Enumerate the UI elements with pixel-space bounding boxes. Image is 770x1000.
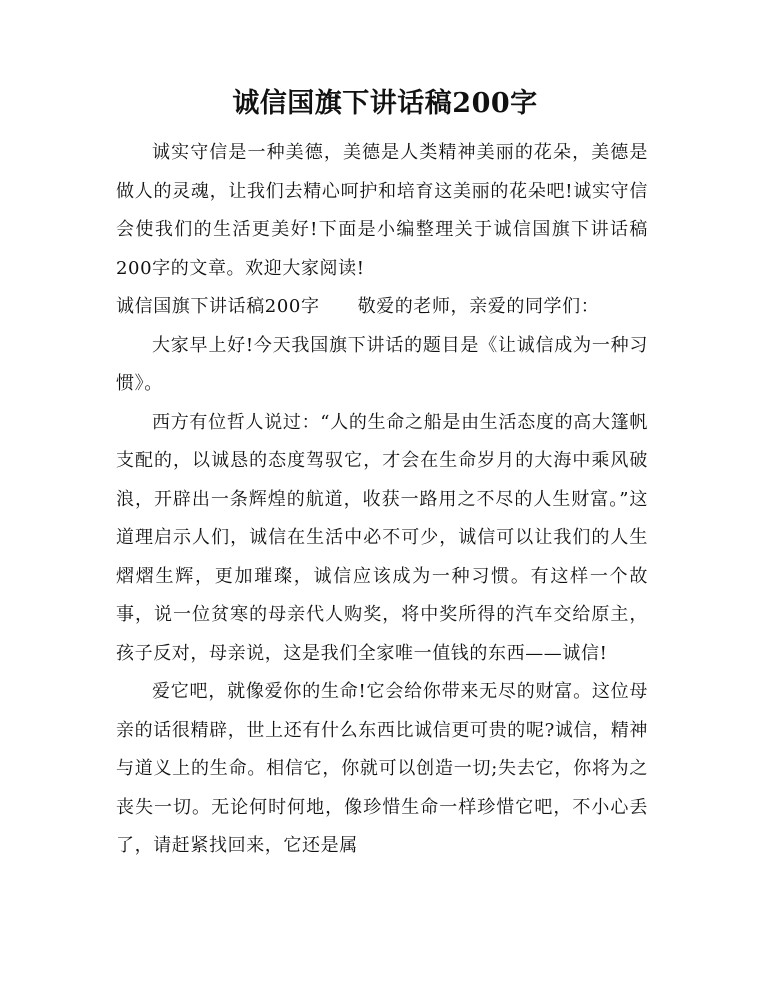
- paragraph-subheading: [116, 288, 648, 327]
- paragraph-cherish: 爱它吧，就像爱你的生命!它会给你带来无尽的财富。这位母亲的话很精辟，世上还有什么东西比诚信更可贵的呢?诚信，精神与道义上的生命。相信它，你就可以创造一切;失去它，你将为之丧失一切。无论何时何地，像珍惜生命一样珍惜它吧，不小心丢了，请赶紧找回来，它还是属: [116, 681, 648, 856]
- paragraph-greeting: 大家早上好!今天我国旗下讲话的题目是《让诚信成为一种习惯》。: [116, 334, 648, 394]
- paragraph-philosopher: 西方有位哲人说过：“人的生命之船是由生活态度的高大篷帆支配的，以诚恳的态度驾驭它，才会在生命岁月的大海中乘风破浪，开辟出一条辉煌的航道，收获一路用之不尽的人生财富。”这道理启示人们，诚信在生活中必不可少，诚信可以让我们的人生熠熠生辉，更加璀璨，诚信应该成为一种习惯。有这样一个故事，说一位贫寒的母亲代人购奖，将中奖所得的汽车交给原主，孩子反对，母亲说，这是我们全家唯一值钱的东西——诚信!: [116, 411, 648, 664]
- document-title: 诚信国旗下讲话稿200字: [232, 88, 538, 119]
- salutation-text: 敬爱的老师，亲爱的同学们：: [357, 296, 600, 317]
- subheading-text: 诚信国旗下讲话稿200字: [116, 296, 320, 317]
- document-body: [116, 134, 648, 866]
- paragraph-intro: 诚实守信是一种美德，美德是人类精神美丽的花朵，美德是做人的灵魂，让我们去精心呵护和培育这美丽的花朵吧!诚实守信会使我们的生活更美好!下面是小编整理关于诚信国旗下讲话稿200字的文章。欢迎大家阅读!: [116, 142, 648, 279]
